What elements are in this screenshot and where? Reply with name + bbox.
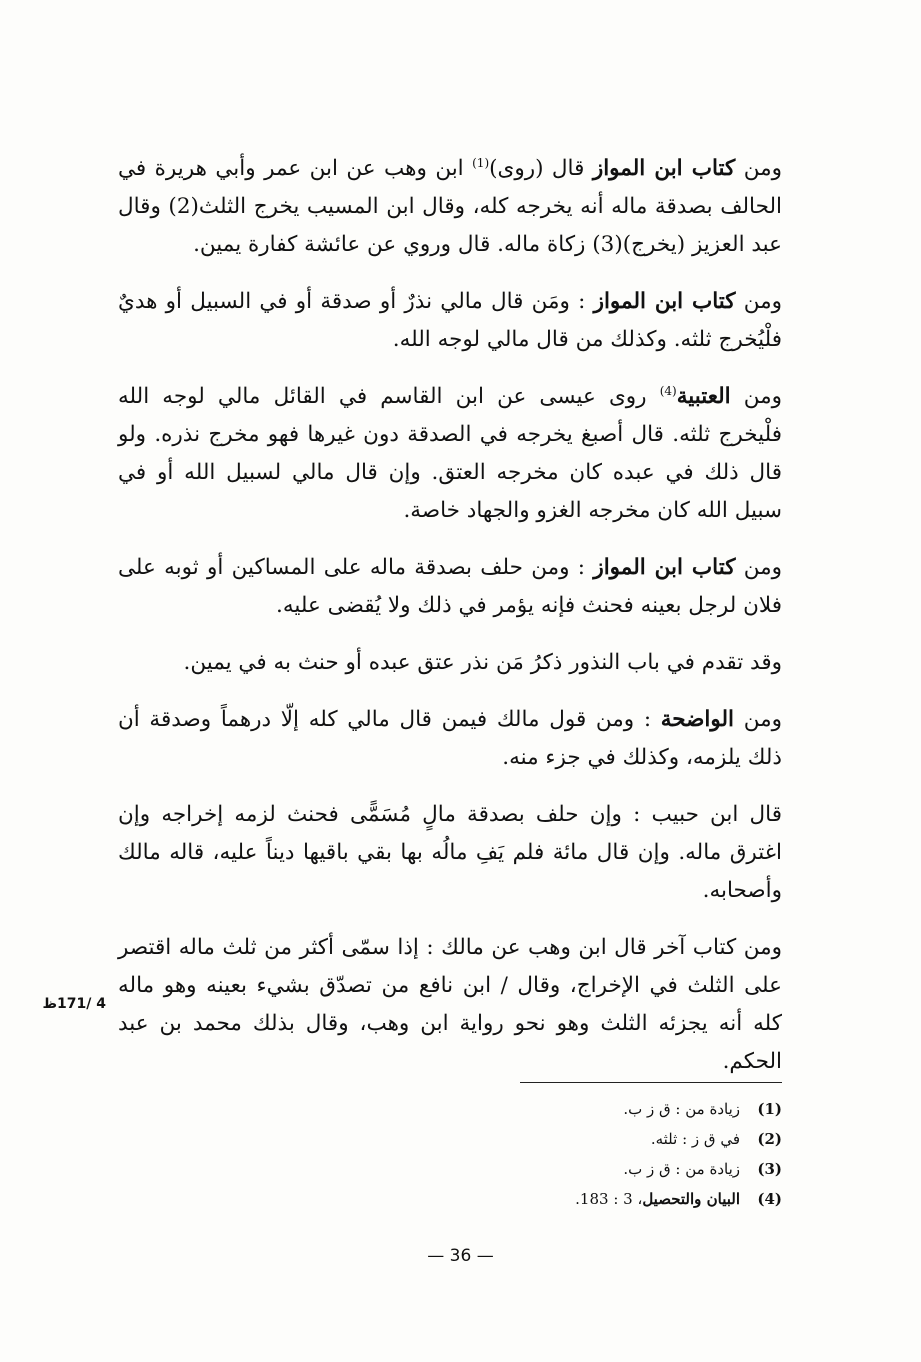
paragraph-2: ومن كتاب ابن المواز : ومَن قال مالي نذرٌ أو صدقة أو في السبيل أو هديٌ فلْيُخرج ثلثه. وكذلك من قال مالي لوجه الله. bbox=[118, 289, 782, 352]
paragraph-7: قال ابن حبيب : وإن حلف بصدقة مالٍ مُسَمًّى فحنث لزمه إخراجه وإن اغترق ماله. وإن قال مائة فلم يَفِ مالُه بها بقي باقيها ديناً عليه، قاله مالك وأصحابه. bbox=[118, 802, 782, 903]
footnote-ref: (1) bbox=[472, 155, 490, 170]
paragraph-6: ومن الواضحة : ومن قول مالك فيمن قال مالي كله إلّا درهماً وصدقة أن ذلك يلزمه، وكذلك في جزء منه. bbox=[118, 707, 782, 770]
source-title: كتاب ابن المواز bbox=[593, 289, 736, 314]
footnote-item: (2)في ق ز : ثلثه. bbox=[650, 1130, 782, 1148]
footnote-ref: (4) bbox=[659, 383, 677, 398]
source-title: العتبية bbox=[676, 384, 731, 409]
paragraph-8: ومن كتاب آخر قال ابن وهب عن مالك : إذا سمّى أكثر من ثلث ماله اقتصر على الثلث في الإخراج، وقال / ابن نافع من تصدّق بشيء بعينه وهو ماله كله أنه يجزئه الثلث وهو نحو رواية ابن وهب، وقال بذلك محمد بن عبد الحكم. bbox=[118, 935, 782, 1074]
source-title: كتاب ابن المواز bbox=[592, 156, 736, 181]
source-title: الواضحة bbox=[660, 707, 735, 732]
paragraph-4: ومن كتاب ابن المواز : ومن حلف بصدقة ماله على المساكين أو ثوبه على فلان لرجل بعينه فحنث فإنه يؤمر في ذلك ولا يُقضى عليه. bbox=[118, 555, 782, 618]
paragraph-3: ومن العتبية$^{(4)}$ روى عيسى عن ابن القاسم في القائل مالي لوجه الله فلْيخرج ثلثه. قال أصبغ يخرجه في الصدقة دون غيرها فهو مخرج نذره. ولو قال ذلك في عبده كان مخرجه العتق. وإن قال مالي لسبيل الله أو في سبيل الله كان مخرجه الغزو والجهاد خاصة. bbox=[118, 383, 782, 523]
footnote-divider bbox=[520, 1082, 782, 1083]
paragraph-5: وقد تقدم في باب النذور ذكرُ مَن نذر عتق عبده أو حنث به في يمين. bbox=[183, 650, 782, 675]
footnote-item: (4)البيان والتحصيل، 3 : 183. bbox=[575, 1190, 782, 1208]
source-title: كتاب ابن المواز bbox=[593, 555, 736, 580]
footnotes bbox=[460, 1094, 782, 1214]
footnote-item: (3)زيادة من : ق ز ب. bbox=[623, 1160, 782, 1178]
main-text bbox=[118, 150, 782, 1100]
paragraph-1: ومن كتاب ابن المواز قال (روى)$^{(1)}$ ابن وهب عن ابن عمر وأبي هريرة في الحالف بصدقة ماله أنه يخرجه كله، وقال ابن المسيب يخرج الثلث(2) وقال عبد العزيز (يخرج)(3) زكاة ماله. قال وروي عن عائشة كفارة يمين. bbox=[118, 155, 782, 257]
page-number: — 36 — bbox=[427, 1246, 494, 1266]
manuscript-folio-ref: 4 /171ظ bbox=[42, 996, 106, 1012]
footnote-item: (1)زيادة من : ق ز ب. bbox=[623, 1100, 782, 1118]
